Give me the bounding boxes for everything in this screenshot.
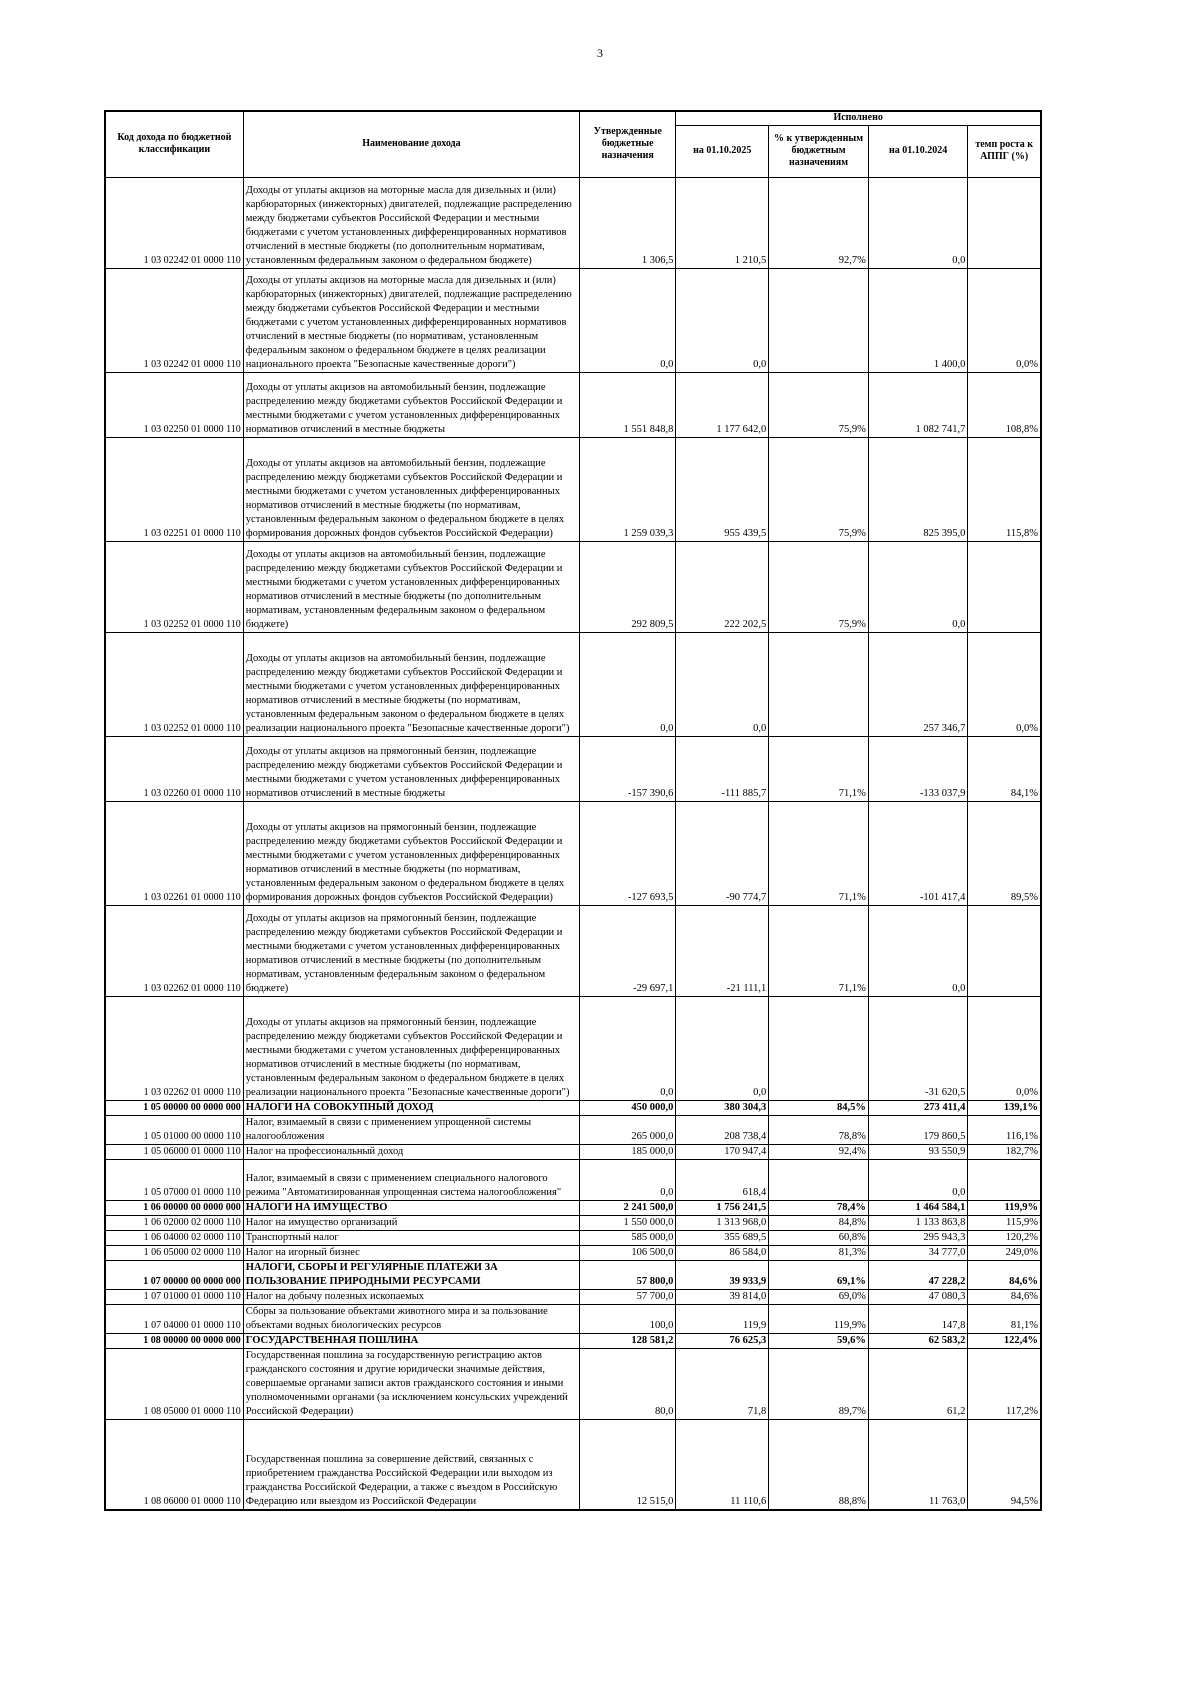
table-row bbox=[105, 1230, 1041, 1245]
row-approved: 1 550 000,0 bbox=[580, 1215, 676, 1230]
row-code: 1 03 02251 01 0000 110 bbox=[105, 437, 243, 541]
row-executed-2024: 47 228,2 bbox=[868, 1260, 968, 1289]
header-code: Код дохода по бюджетной классификации bbox=[105, 111, 243, 177]
row-name: ГОСУДАРСТВЕННАЯ ПОШЛИНА bbox=[243, 1333, 579, 1348]
row-growth: 84,6% bbox=[968, 1289, 1041, 1304]
row-approved: 1 551 848,8 bbox=[580, 372, 676, 437]
header-growth: темп роста к АППГ (%) bbox=[968, 125, 1041, 177]
row-executed-2025: 222 202,5 bbox=[676, 541, 769, 632]
header-approved: Утвержденные бюджетные назначения bbox=[580, 111, 676, 177]
table-row bbox=[105, 1333, 1041, 1348]
row-growth bbox=[968, 905, 1041, 996]
row-code: 1 03 02261 01 0000 110 bbox=[105, 801, 243, 905]
row-name: Налог, взимаемый в связи с применением упрощенной системы налогообложения bbox=[243, 1115, 579, 1144]
row-executed-2024: 1 133 863,8 bbox=[868, 1215, 968, 1230]
row-executed-2024: 1 400,0 bbox=[868, 268, 968, 372]
table-row bbox=[105, 1215, 1041, 1230]
row-approved: 80,0 bbox=[580, 1348, 676, 1419]
row-growth: 139,1% bbox=[968, 1100, 1041, 1115]
row-growth: 182,7% bbox=[968, 1144, 1041, 1159]
row-code: 1 07 04000 01 0000 110 bbox=[105, 1304, 243, 1333]
row-name: Доходы от уплаты акцизов на автомобильный бензин, подлежащие распределению между бюджетами субъектов Российской Федерации и местными бюджетами с учетом установленных дифференцированных нормативов отчислений в местные бюджеты (по нормативам, установленным федеральным законом о федеральном бюджете в целях реализации национального проекта "Безопасные качественные дороги") bbox=[243, 632, 579, 736]
table-row bbox=[105, 1289, 1041, 1304]
row-executed-2024: 0,0 bbox=[868, 541, 968, 632]
row-name: Доходы от уплаты акцизов на моторные масла для дизельных и (или) карбюраторных (инжекторных) двигателей, подлежащие распределению между бюджетами субъектов Российской Федерации и местными бюджетами с учетом установленных дифференцированных нормативов отчислений в местные бюджеты (по нормативам, установленным федеральным законом о федеральном бюджете в целях реализации национального проекта "Безопасные качественные дороги") bbox=[243, 268, 579, 372]
row-percent: 84,8% bbox=[769, 1215, 869, 1230]
row-executed-2025: 380 304,3 bbox=[676, 1100, 769, 1115]
row-percent: 75,9% bbox=[769, 437, 869, 541]
row-code: 1 06 04000 02 0000 110 bbox=[105, 1230, 243, 1245]
table-row bbox=[105, 1144, 1041, 1159]
row-code: 1 06 00000 00 0000 000 bbox=[105, 1200, 243, 1215]
row-growth: 249,0% bbox=[968, 1245, 1041, 1260]
row-executed-2025: 39 814,0 bbox=[676, 1289, 769, 1304]
row-approved: 2 241 500,0 bbox=[580, 1200, 676, 1215]
row-percent: 78,4% bbox=[769, 1200, 869, 1215]
row-name: Сборы за пользование объектами животного мира и за пользование объектами водных биологических ресурсов bbox=[243, 1304, 579, 1333]
table-row bbox=[105, 372, 1041, 437]
table-row bbox=[105, 1260, 1041, 1289]
row-name: НАЛОГИ НА СОВОКУПНЫЙ ДОХОД bbox=[243, 1100, 579, 1115]
row-executed-2025: 0,0 bbox=[676, 632, 769, 736]
row-approved: 0,0 bbox=[580, 996, 676, 1100]
row-code: 1 05 06000 01 0000 110 bbox=[105, 1144, 243, 1159]
row-executed-2024: 257 346,7 bbox=[868, 632, 968, 736]
row-executed-2025: 0,0 bbox=[676, 268, 769, 372]
row-executed-2024: 0,0 bbox=[868, 905, 968, 996]
header-percent: % к утвержденным бюджетным назначениям bbox=[769, 125, 869, 177]
row-executed-2025: 1 210,5 bbox=[676, 177, 769, 268]
row-executed-2024: -133 037,9 bbox=[868, 736, 968, 801]
row-growth: 94,5% bbox=[968, 1419, 1041, 1510]
table-row bbox=[105, 437, 1041, 541]
table-body bbox=[105, 177, 1041, 1510]
row-executed-2024: -101 417,4 bbox=[868, 801, 968, 905]
row-name: Доходы от уплаты акцизов на прямогонный бензин, подлежащие распределению между бюджетами субъектов Российской Федерации и местными бюджетами с учетом установленных дифференцированных нормативов отчислений в местные бюджеты bbox=[243, 736, 579, 801]
row-executed-2025: 955 439,5 bbox=[676, 437, 769, 541]
row-growth: 117,2% bbox=[968, 1348, 1041, 1419]
row-executed-2025: 1 313 968,0 bbox=[676, 1215, 769, 1230]
row-executed-2025: 170 947,4 bbox=[676, 1144, 769, 1159]
row-percent: 75,9% bbox=[769, 541, 869, 632]
row-approved: 12 515,0 bbox=[580, 1419, 676, 1510]
table-row bbox=[105, 268, 1041, 372]
row-growth: 115,8% bbox=[968, 437, 1041, 541]
row-name: НАЛОГИ НА ИМУЩЕСТВО bbox=[243, 1200, 579, 1215]
row-growth: 120,2% bbox=[968, 1230, 1041, 1245]
table-row bbox=[105, 1245, 1041, 1260]
row-code: 1 03 02262 01 0000 110 bbox=[105, 996, 243, 1100]
row-percent: 71,1% bbox=[769, 905, 869, 996]
row-percent: 88,8% bbox=[769, 1419, 869, 1510]
revenue-table bbox=[104, 110, 1042, 1511]
page-number: 3 bbox=[597, 46, 603, 60]
row-percent: 81,3% bbox=[769, 1245, 869, 1260]
row-percent: 92,7% bbox=[769, 177, 869, 268]
row-name: Доходы от уплаты акцизов на автомобильный бензин, подлежащие распределению между бюджетами субъектов Российской Федерации и местными бюджетами с учетом установленных дифференцированных нормативов отчислений в местные бюджеты bbox=[243, 372, 579, 437]
row-approved: 450 000,0 bbox=[580, 1100, 676, 1115]
table-row bbox=[105, 736, 1041, 801]
row-executed-2024: 147,8 bbox=[868, 1304, 968, 1333]
row-approved: 265 000,0 bbox=[580, 1115, 676, 1144]
row-growth bbox=[968, 541, 1041, 632]
row-growth: 122,4% bbox=[968, 1333, 1041, 1348]
row-executed-2025: -21 111,1 bbox=[676, 905, 769, 996]
row-executed-2024: 0,0 bbox=[868, 1159, 968, 1200]
row-percent: 78,8% bbox=[769, 1115, 869, 1144]
row-executed-2024: 825 395,0 bbox=[868, 437, 968, 541]
row-approved: 0,0 bbox=[580, 632, 676, 736]
table-row bbox=[105, 1419, 1041, 1510]
row-code: 1 03 02262 01 0000 110 bbox=[105, 905, 243, 996]
row-percent: 89,7% bbox=[769, 1348, 869, 1419]
row-name: Налог на добычу полезных ископаемых bbox=[243, 1289, 579, 1304]
row-growth: 89,5% bbox=[968, 801, 1041, 905]
row-executed-2025: -90 774,7 bbox=[676, 801, 769, 905]
row-name: Доходы от уплаты акцизов на прямогонный бензин, подлежащие распределению между бюджетами субъектов Российской Федерации и местными бюджетами с учетом установленных дифференцированных нормативов отчислений в местные бюджеты (по нормативам, установленным федеральным законом о федеральном бюджете в целях реализации национального проекта "Безопасные качественные дороги") bbox=[243, 996, 579, 1100]
row-code: 1 03 02242 01 0000 110 bbox=[105, 268, 243, 372]
row-executed-2024: 179 860,5 bbox=[868, 1115, 968, 1144]
row-percent: 71,1% bbox=[769, 736, 869, 801]
row-executed-2025: -111 885,7 bbox=[676, 736, 769, 801]
row-executed-2025: 39 933,9 bbox=[676, 1260, 769, 1289]
row-percent bbox=[769, 268, 869, 372]
row-approved: 57 800,0 bbox=[580, 1260, 676, 1289]
header-executed: Исполнено bbox=[676, 111, 1041, 125]
table-row bbox=[105, 1304, 1041, 1333]
table-row bbox=[105, 1115, 1041, 1144]
row-name: Государственная пошлина за государственную регистрацию актов гражданского состояния и другие юридически значимые действия, совершаемые органами записи актов гражданского состояния и иными уполномоченными органами (за исключением консульских учреждений Российской Федерации) bbox=[243, 1348, 579, 1419]
table-row bbox=[105, 905, 1041, 996]
row-executed-2025: 0,0 bbox=[676, 996, 769, 1100]
row-percent: 75,9% bbox=[769, 372, 869, 437]
row-name: Доходы от уплаты акцизов на прямогонный бензин, подлежащие распределению между бюджетами субъектов Российской Федерации и местными бюджетами с учетом установленных дифференцированных нормативов отчислений в местные бюджеты (по нормативам, установленным федеральным законом о федеральном бюджете в целях формирования дорожных фондов субъектов Российской Федерации) bbox=[243, 801, 579, 905]
table-row bbox=[105, 1200, 1041, 1215]
row-growth: 84,1% bbox=[968, 736, 1041, 801]
row-name: Налог на игорный бизнес bbox=[243, 1245, 579, 1260]
row-growth bbox=[968, 1159, 1041, 1200]
row-approved: -29 697,1 bbox=[580, 905, 676, 996]
row-executed-2024: 93 550,9 bbox=[868, 1144, 968, 1159]
row-code: 1 07 00000 00 0000 000 bbox=[105, 1260, 243, 1289]
row-executed-2025: 86 584,0 bbox=[676, 1245, 769, 1260]
row-name: Налог на профессиональный доход bbox=[243, 1144, 579, 1159]
row-growth: 0,0% bbox=[968, 996, 1041, 1100]
row-name: Государственная пошлина за совершение действий, связанных с приобретением гражданства Российской Федерации или выходом из гражданства Российской Федерации, а также с въездом в Российскую Федерацию или выездом из Российской Федерации bbox=[243, 1419, 579, 1510]
header-on-2025: на 01.10.2025 bbox=[676, 125, 769, 177]
table-row bbox=[105, 801, 1041, 905]
row-growth: 116,1% bbox=[968, 1115, 1041, 1144]
row-executed-2024: 47 080,3 bbox=[868, 1289, 968, 1304]
row-executed-2024: 34 777,0 bbox=[868, 1245, 968, 1260]
row-approved: 0,0 bbox=[580, 1159, 676, 1200]
row-executed-2025: 119,9 bbox=[676, 1304, 769, 1333]
row-code: 1 08 05000 01 0000 110 bbox=[105, 1348, 243, 1419]
row-approved: 585 000,0 bbox=[580, 1230, 676, 1245]
row-code: 1 05 07000 01 0000 110 bbox=[105, 1159, 243, 1200]
row-executed-2025: 1 756 241,5 bbox=[676, 1200, 769, 1215]
row-growth bbox=[968, 177, 1041, 268]
row-percent: 69,1% bbox=[769, 1260, 869, 1289]
table-row bbox=[105, 1348, 1041, 1419]
row-growth: 81,1% bbox=[968, 1304, 1041, 1333]
row-percent: 92,4% bbox=[769, 1144, 869, 1159]
row-name: НАЛОГИ, СБОРЫ И РЕГУЛЯРНЫЕ ПЛАТЕЖИ ЗА ПОЛЬЗОВАНИЕ ПРИРОДНЫМИ РЕСУРСАМИ bbox=[243, 1260, 579, 1289]
row-approved: 1 306,5 bbox=[580, 177, 676, 268]
row-code: 1 08 06000 01 0000 110 bbox=[105, 1419, 243, 1510]
row-growth: 0,0% bbox=[968, 632, 1041, 736]
row-executed-2025: 208 738,4 bbox=[676, 1115, 769, 1144]
header-on-2024: на 01.10.2024 bbox=[868, 125, 968, 177]
row-name: Доходы от уплаты акцизов на автомобильный бензин, подлежащие распределению между бюджетами субъектов Российской Федерации и местными бюджетами с учетом установленных дифференцированных нормативов отчислений в местные бюджеты (по нормативам, установленным федеральным законом о федеральном бюджете в целях формирования дорожных фондов субъектов Российской Федерации) bbox=[243, 437, 579, 541]
row-executed-2025: 76 625,3 bbox=[676, 1333, 769, 1348]
row-executed-2024: 273 411,4 bbox=[868, 1100, 968, 1115]
row-percent: 59,6% bbox=[769, 1333, 869, 1348]
row-name: Налог, взимаемый в связи с применением специального налогового режима "Автоматизированная упрощенная система налогообложения" bbox=[243, 1159, 579, 1200]
row-name: Доходы от уплаты акцизов на моторные масла для дизельных и (или) карбюраторных (инжекторных) двигателей, подлежащие распределению между бюджетами субъектов Российской Федерации и местными бюджетами с учетом установленных дифференцированных нормативов отчислений в местные бюджеты (по дополнительным нормативам, установленным федеральным законом о федеральном бюджете) bbox=[243, 177, 579, 268]
row-name: Доходы от уплаты акцизов на автомобильный бензин, подлежащие распределению между бюджетами субъектов Российской Федерации и местными бюджетами с учетом установленных дифференцированных нормативов отчислений в местные бюджеты (по дополнительным нормативам, установленным федеральным законом о федеральном бюджете) bbox=[243, 541, 579, 632]
row-executed-2025: 71,8 bbox=[676, 1348, 769, 1419]
row-approved: 1 259 039,3 bbox=[580, 437, 676, 541]
row-percent bbox=[769, 1159, 869, 1200]
row-executed-2025: 1 177 642,0 bbox=[676, 372, 769, 437]
row-percent bbox=[769, 632, 869, 736]
row-code: 1 05 01000 00 0000 110 bbox=[105, 1115, 243, 1144]
table-row bbox=[105, 541, 1041, 632]
row-code: 1 06 02000 02 0000 110 bbox=[105, 1215, 243, 1230]
table-row bbox=[105, 1159, 1041, 1200]
row-executed-2025: 11 110,6 bbox=[676, 1419, 769, 1510]
row-code: 1 08 00000 00 0000 000 bbox=[105, 1333, 243, 1348]
row-code: 1 05 00000 00 0000 000 bbox=[105, 1100, 243, 1115]
row-executed-2025: 355 689,5 bbox=[676, 1230, 769, 1245]
row-approved: 128 581,2 bbox=[580, 1333, 676, 1348]
row-approved: -127 693,5 bbox=[580, 801, 676, 905]
row-executed-2024: 62 583,2 bbox=[868, 1333, 968, 1348]
row-name: Транспортный налог bbox=[243, 1230, 579, 1245]
row-executed-2024: 61,2 bbox=[868, 1348, 968, 1419]
row-code: 1 03 02252 01 0000 110 bbox=[105, 632, 243, 736]
row-growth: 108,8% bbox=[968, 372, 1041, 437]
row-percent: 84,5% bbox=[769, 1100, 869, 1115]
row-code: 1 03 02242 01 0000 110 bbox=[105, 177, 243, 268]
row-executed-2024: 295 943,3 bbox=[868, 1230, 968, 1245]
row-executed-2024: 0,0 bbox=[868, 177, 968, 268]
row-approved: -157 390,6 bbox=[580, 736, 676, 801]
row-percent: 60,8% bbox=[769, 1230, 869, 1245]
table-row bbox=[105, 632, 1041, 736]
table-row bbox=[105, 177, 1041, 268]
row-executed-2024: 11 763,0 bbox=[868, 1419, 968, 1510]
table-row bbox=[105, 996, 1041, 1100]
row-code: 1 03 02260 01 0000 110 bbox=[105, 736, 243, 801]
row-percent: 69,0% bbox=[769, 1289, 869, 1304]
row-approved: 0,0 bbox=[580, 268, 676, 372]
row-approved: 57 700,0 bbox=[580, 1289, 676, 1304]
row-name: Доходы от уплаты акцизов на прямогонный бензин, подлежащие распределению между бюджетами субъектов Российской Федерации и местными бюджетами с учетом установленных дифференцированных нормативов отчислений в местные бюджеты (по дополнительным нормативам, установленным федеральным законом о федеральном бюджете) bbox=[243, 905, 579, 996]
row-approved: 185 000,0 bbox=[580, 1144, 676, 1159]
row-growth: 84,6% bbox=[968, 1260, 1041, 1289]
row-approved: 292 809,5 bbox=[580, 541, 676, 632]
row-growth: 0,0% bbox=[968, 268, 1041, 372]
row-code: 1 03 02252 01 0000 110 bbox=[105, 541, 243, 632]
row-approved: 100,0 bbox=[580, 1304, 676, 1333]
row-executed-2024: 1 464 584,1 bbox=[868, 1200, 968, 1215]
row-code: 1 06 05000 02 0000 110 bbox=[105, 1245, 243, 1260]
row-growth: 119,9% bbox=[968, 1200, 1041, 1215]
row-executed-2025: 618,4 bbox=[676, 1159, 769, 1200]
row-executed-2024: 1 082 741,7 bbox=[868, 372, 968, 437]
row-percent bbox=[769, 996, 869, 1100]
row-percent: 71,1% bbox=[769, 801, 869, 905]
table-row bbox=[105, 1100, 1041, 1115]
row-code: 1 03 02250 01 0000 110 bbox=[105, 372, 243, 437]
row-executed-2024: -31 620,5 bbox=[868, 996, 968, 1100]
row-code: 1 07 01000 01 0000 110 bbox=[105, 1289, 243, 1304]
row-growth: 115,9% bbox=[968, 1215, 1041, 1230]
row-approved: 106 500,0 bbox=[580, 1245, 676, 1260]
row-percent: 119,9% bbox=[769, 1304, 869, 1333]
row-name: Налог на имущество организаций bbox=[243, 1215, 579, 1230]
header-name: Наименование дохода bbox=[243, 111, 579, 177]
